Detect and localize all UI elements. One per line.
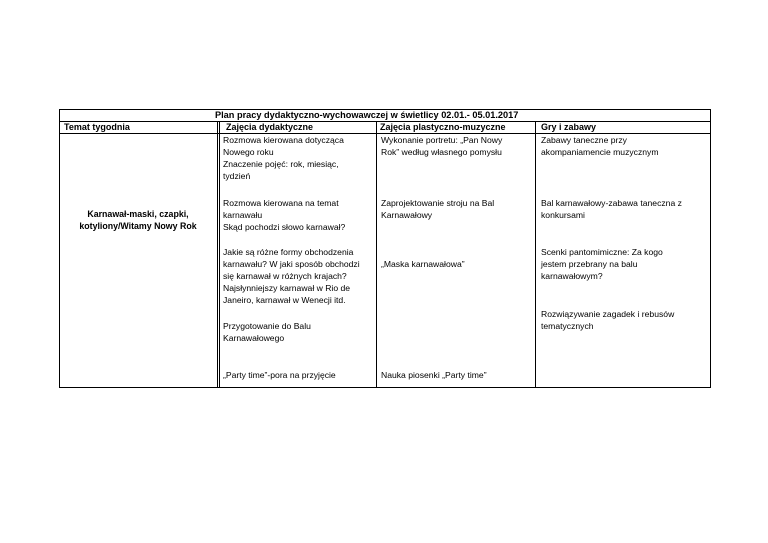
didactic-entry <box>223 246 360 306</box>
games-entry <box>541 197 682 221</box>
art-entry <box>381 369 487 381</box>
text-line: Rozmowa kierowana dotycząca <box>223 135 344 145</box>
text-line: karnawału <box>223 210 263 220</box>
week-topic-line: kotyliony/Witamy Nowy Rok <box>79 221 197 231</box>
text-line: tydzień <box>223 171 251 181</box>
text-line: konkursami <box>541 210 585 220</box>
text-line: Scenki pantomimiczne: Za kogo <box>541 247 663 257</box>
text-line: karnawału? W jaki sposób obchodzi <box>223 259 360 269</box>
text-line: Zaprojektowanie stroju na Bal <box>381 198 495 208</box>
art-entry <box>381 134 502 158</box>
text-line: jestem przebrany na balu <box>541 259 638 269</box>
text-line: Rok” według własnego pomysłu <box>381 147 502 157</box>
text-line: Nauka piosenki „Party time” <box>381 370 487 380</box>
week-topic-line: Karnawał-maski, czapki, <box>87 209 189 219</box>
didactic-entry <box>223 320 311 344</box>
header-art: Zajęcia plastyczno-muzyczne <box>380 122 506 132</box>
art-entry <box>381 197 494 221</box>
week-topic <box>60 208 216 232</box>
text-line: Karnawałowego <box>223 333 285 343</box>
didactic-entry <box>223 197 345 233</box>
text-line: Wykonanie portretu: „Pan Nowy <box>381 135 503 145</box>
text-line: Jakie są różne formy obchodzenia <box>223 247 354 257</box>
text-line: Bal karnawałowy-zabawa taneczna z <box>541 198 682 208</box>
header-didactic: Zajęcia dydaktyczne <box>226 122 314 132</box>
text-line: się karnawał w różnych krajach? <box>223 271 347 281</box>
text-line: Rozwiązywanie zagadek i rebusów <box>541 309 675 319</box>
games-entry <box>541 246 663 282</box>
text-line: Przygotowanie do Balu <box>223 321 311 331</box>
text-line: tematycznych <box>541 321 594 331</box>
text-line: Zabawy taneczne przy <box>541 135 627 145</box>
column-divider-1b <box>219 121 220 388</box>
text-line: Najsłynniejszy karnawał w Rio de <box>223 283 351 293</box>
games-entry <box>541 308 674 332</box>
text-line: Janeiro, karnawał w Wenecji itd. <box>223 295 346 305</box>
text-line: Karnawałowy <box>381 210 433 220</box>
text-line: Nowego roku <box>223 147 274 157</box>
column-divider-3 <box>535 121 536 388</box>
column-divider-2 <box>376 121 377 388</box>
text-line: „Party time”-pora na przyjęcie <box>223 370 336 380</box>
didactic-entry <box>223 134 344 182</box>
plan-title: Plan pracy dydaktyczno-wychowawczej w świetlicy 02.01.- 05.01.2017 <box>215 110 519 120</box>
header-topic: Temat tygodnia <box>64 122 130 132</box>
text-line: Rozmowa kierowana na temat <box>223 198 339 208</box>
didactic-entry <box>223 369 336 381</box>
header-games: Gry i zabawy <box>541 122 597 132</box>
text-line: Skąd pochodzi słowo karnawał? <box>223 222 346 232</box>
text-line: „Maska karnawałowa” <box>381 259 465 269</box>
text-line: akompaniamencie muzycznym <box>541 147 659 157</box>
column-divider-1 <box>217 121 218 388</box>
text-line: karnawałowym? <box>541 271 603 281</box>
games-entry <box>541 134 659 158</box>
art-entry <box>381 258 465 270</box>
text-line: Znaczenie pojęć: rok, miesiąc, <box>223 159 339 169</box>
